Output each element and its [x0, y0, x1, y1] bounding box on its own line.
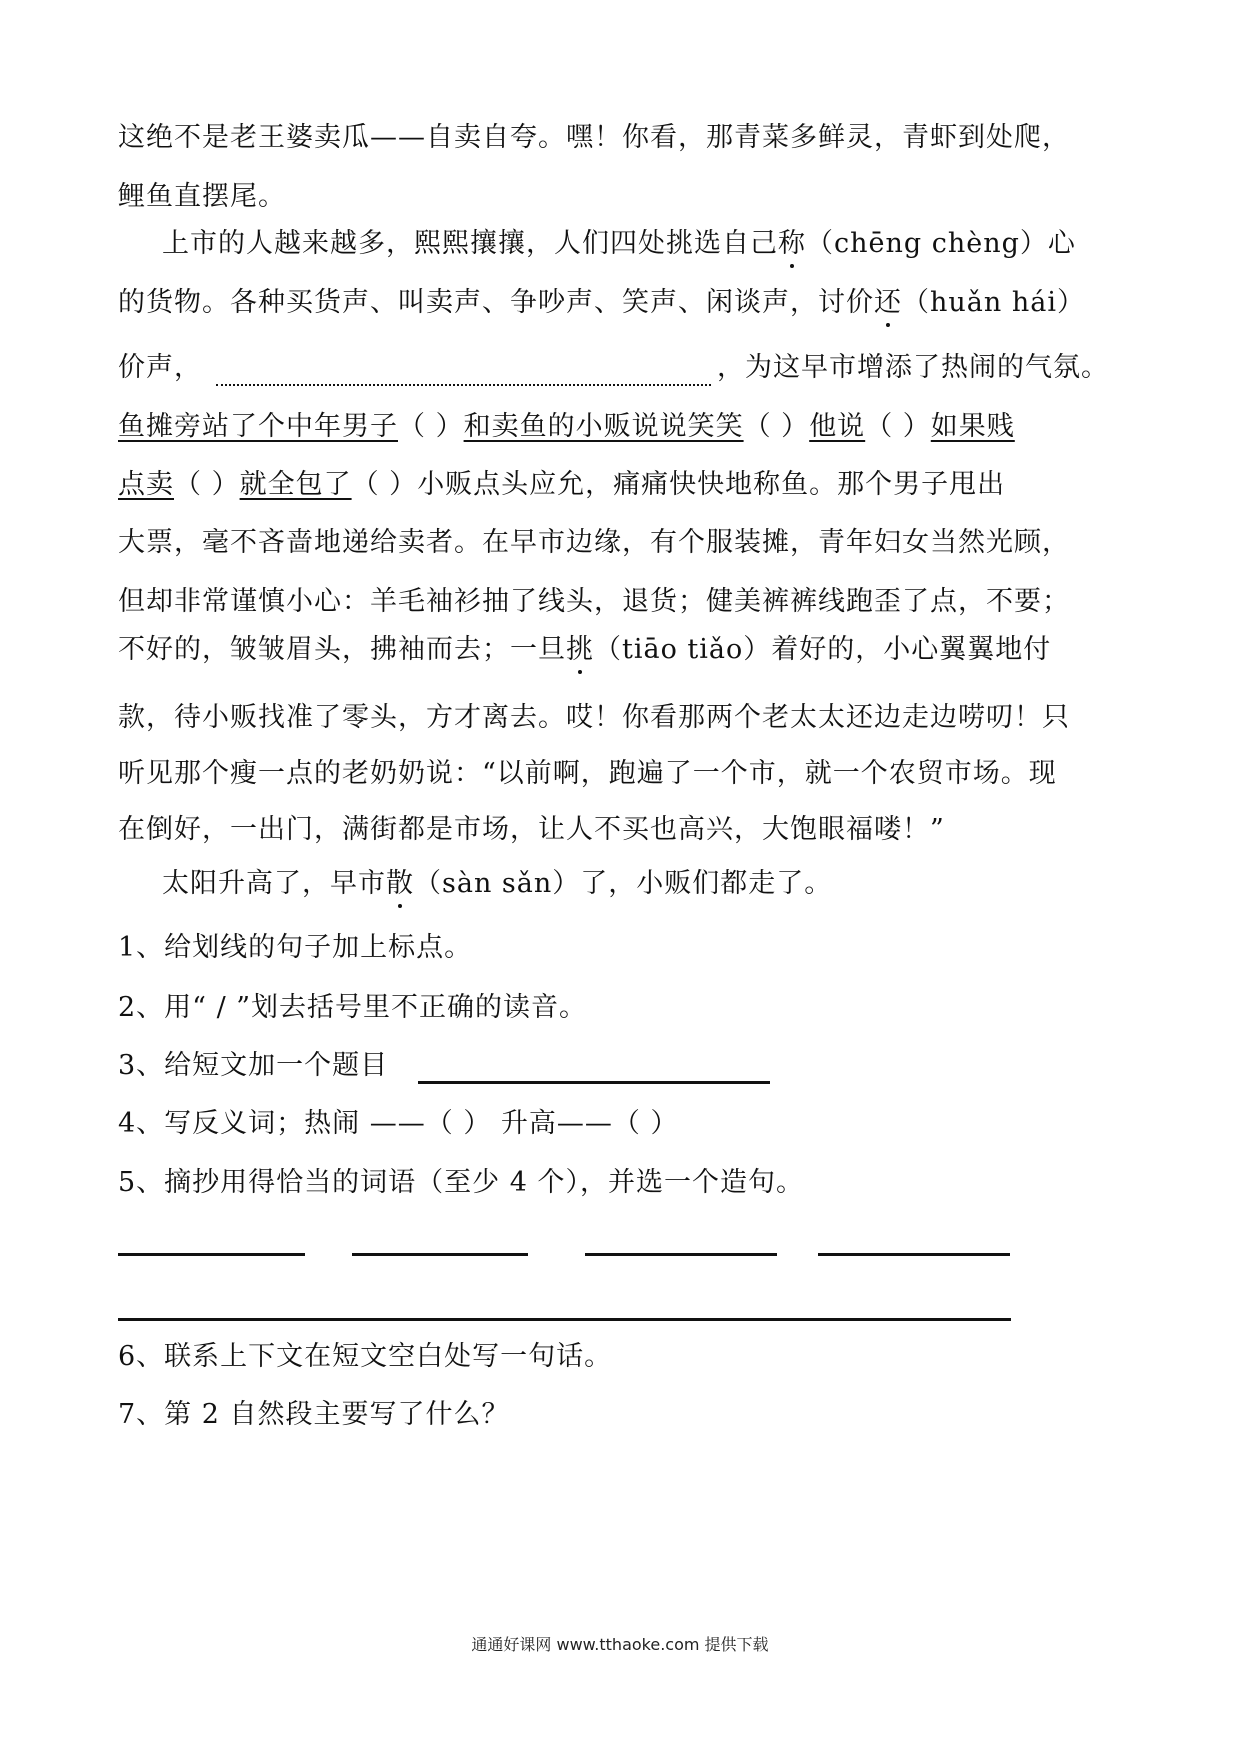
- question-7: 7、第 2 自然段主要写了什么？: [118, 1399, 510, 1430]
- underlined-sentence: 就全包了: [239, 469, 352, 500]
- passage-p3-line-6: 大票，毫不吝啬地递给卖者。在早市边缘，有个服装摊，青年妇女当然光顾，: [118, 527, 1070, 558]
- footer-credit: 通通好课网 www.tthaoke.com 提供下载: [471, 1635, 769, 1654]
- punctuation-bracket[interactable]: （ ）: [398, 411, 464, 442]
- passage-p3-line-7: 但却非常谨慎小心：羊毛袖衫抽了线头，退货；健美裤裤线跑歪了点，不要；: [118, 586, 1070, 617]
- passage-p3-line-5: [118, 467, 1005, 503]
- passage-line-2: 鲤鱼直摆尾。: [118, 181, 286, 212]
- title-answer-line[interactable]: [418, 1055, 770, 1084]
- question-6: 6、联系上下文在短文空白处写一句话。: [118, 1341, 613, 1372]
- underlined-sentence: 他说: [809, 411, 866, 442]
- fill-in-blank[interactable]: [216, 358, 711, 386]
- punctuation-bracket[interactable]: （ ）: [174, 469, 240, 500]
- passage-p3-line-3: [118, 350, 1109, 386]
- text-segment: 不好的，皱皱眉头，拂袖而去；一旦: [118, 634, 566, 665]
- underlined-sentence: 点卖: [118, 469, 174, 500]
- punctuation-bracket[interactable]: （ ）: [743, 411, 810, 442]
- text-segment: 太阳升高了，早市: [162, 868, 386, 899]
- dotted-char: 还: [874, 285, 902, 321]
- dotted-char: 称: [778, 226, 806, 262]
- underlined-sentence: 鱼摊旁站了个中年男子: [118, 411, 398, 442]
- passage-p3-line-8: [118, 632, 1051, 668]
- pinyin-choice: （sàn sǎn）了，小贩们都走了。: [414, 868, 833, 899]
- question-2: 2、用“ / ”划去括号里不正确的读音。: [118, 992, 588, 1023]
- dotted-char: 挑: [566, 632, 594, 668]
- pinyin-choice: （chēng chèng）心: [806, 228, 1076, 259]
- passage-p3-line-9: 款，待小贩找准了零头，方才离去。哎！你看那两个老太太还边走边唠叨！只: [118, 702, 1070, 733]
- question-3: [118, 1048, 770, 1084]
- word-answer-line[interactable]: [818, 1253, 1010, 1256]
- passage-line-1: 这绝不是老王婆卖瓜——自卖自夸。嘿！你看，那青菜多鲜灵，青虾到处爬，: [118, 122, 1070, 153]
- pinyin-choice: （huǎn hái）: [902, 287, 1085, 318]
- text-segment: ，为这早市增添了热闹的气氛。: [717, 352, 1109, 383]
- pinyin-choice: （tiāo tiǎo）着好的，小心翼翼地付: [594, 634, 1052, 665]
- text-segment: 小贩点头应允，痛痛快快地称鱼。那个男子甩出: [417, 469, 1006, 500]
- passage-p3-line-11: 在倒好，一出门，满街都是市场，让人不买也高兴，大饱眼福喽！”: [118, 814, 945, 845]
- word-answer-line[interactable]: [585, 1253, 777, 1256]
- underlined-sentence: 如果贱: [930, 411, 1015, 442]
- sentence-answer-line[interactable]: [118, 1318, 1011, 1321]
- question-4: 4、写反义词；热闹 ——（ ） 升高——（ ）: [118, 1108, 679, 1139]
- text-segment: 价声，: [118, 352, 202, 383]
- punctuation-bracket[interactable]: （ ）: [351, 469, 418, 500]
- question-5: 5、摘抄用得恰当的词语（至少 4 个），并选一个造句。: [118, 1167, 805, 1198]
- word-answer-line[interactable]: [352, 1253, 528, 1256]
- punctuation-bracket[interactable]: （ ）: [865, 411, 931, 442]
- question-1: 1、给划线的句子加上标点。: [118, 932, 473, 963]
- text-segment: 上市的人越来越多，熙熙攘攘，人们四处挑选自己: [162, 228, 778, 259]
- word-answer-line[interactable]: [118, 1253, 305, 1256]
- passage-p3-line-4: [118, 409, 1015, 445]
- text-segment: 的货物。各种买货声、叫卖声、争吵声、笑声、闲谈声，讨价: [118, 287, 874, 318]
- passage-p3-line-2: [118, 285, 1085, 321]
- passage-p3-line-10: 听见那个瘦一点的老奶奶说：“以前啊，跑遍了一个市，就一个农贸市场。现: [118, 758, 1057, 789]
- underlined-sentence: 和卖鱼的小贩说说笑笑: [463, 411, 744, 442]
- question-3-text: 3、给短文加一个题目: [118, 1050, 389, 1081]
- passage-p4-line: [162, 866, 832, 902]
- passage-p3-line-1: [162, 226, 1076, 262]
- dotted-char: 散: [386, 866, 414, 902]
